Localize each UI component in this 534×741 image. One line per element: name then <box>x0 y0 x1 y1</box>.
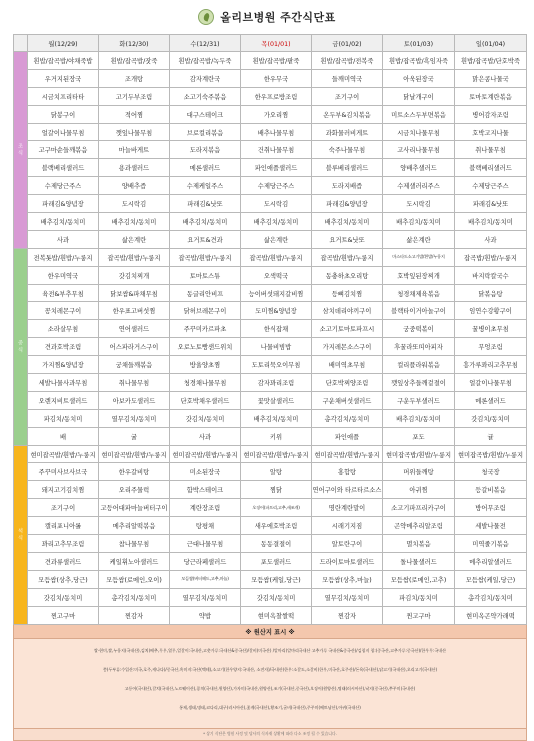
menu-cell: 취나물무침 <box>455 141 527 159</box>
menu-cell: 닭볶음탕 <box>455 284 527 302</box>
menu-cell: 닭허브레몬구이 <box>170 302 241 320</box>
menu-cell: 동글리안비프 <box>170 284 241 302</box>
menu-cell: 닭봉구이 <box>28 105 99 123</box>
day-header: 토(01/03) <box>383 35 455 52</box>
menu-cell: 파래김&낫또 <box>170 195 241 213</box>
header <box>0 0 534 34</box>
menu-cell: 돼지고기김치찜 <box>28 481 99 499</box>
menu-row <box>14 141 527 159</box>
menu-cell: 한우무국 <box>241 69 312 87</box>
menu-cell: 파래김&낫또 <box>455 195 527 213</box>
menu-cell: 주꾸미사브사브국 <box>28 463 99 481</box>
menu-cell: 아보카도샐러드 <box>99 391 170 409</box>
menu-cell: 사과 <box>455 230 527 248</box>
menu-cell: 블랙베리샐러드 <box>28 159 99 177</box>
menu-cell: 배 <box>28 427 99 445</box>
menu-cell: 방어무조림 <box>455 499 527 517</box>
menu-cell: 등뼈김치찜 <box>312 284 383 302</box>
menu-cell: 들깨미역국 <box>312 69 383 87</box>
menu-cell: 전복톳밥/흰밥/누룽지 <box>28 248 99 266</box>
menu-cell: 사과 <box>170 427 241 445</box>
menu-cell: 배추김치/동치미 <box>383 409 455 427</box>
menu-cell: 주꾸미카르파초 <box>170 320 241 338</box>
menu-cell: 한식잡채 <box>241 320 312 338</box>
menu-cell: 연어구이와 타르타르소스 <box>312 481 383 499</box>
menu-row <box>14 284 527 302</box>
menu-cell: 메론샐러드 <box>170 159 241 177</box>
menu-row <box>14 230 527 248</box>
menu-cell: 방울양초찜 <box>170 356 241 374</box>
menu-row <box>14 570 527 588</box>
menu-cell: 총각김치/동치미 <box>455 588 527 606</box>
menu-cell: 궁채들깨볶음 <box>99 356 170 374</box>
menu-cell: 닭날개구이 <box>383 87 455 105</box>
menu-cell: 모듬쌈(케일,당근) <box>455 570 527 588</box>
menu-cell: 오로노토빵샌드위치 <box>170 338 241 356</box>
menu-cell: 키위 <box>241 427 312 445</box>
menu-cell: 배추김치/동치미 <box>99 213 170 231</box>
origin-heading: ※ 원산지 표시 ※ <box>14 624 527 638</box>
menu-cell: 견과류샐러드 <box>28 552 99 570</box>
menu-cell: 고사리나물무침 <box>383 141 455 159</box>
menu-cell: 미소된장국 <box>170 463 241 481</box>
menu-body <box>14 52 527 625</box>
menu-cell: 현미잡곡밥/흰밥/누룽지 <box>170 445 241 463</box>
menu-cell: 잡곡밥/흰밥/누룽지 <box>312 248 383 266</box>
menu-cell: 마스타드소고기밥/흰밥/누룽지 <box>383 248 455 266</box>
menu-cell: 한우표고버섯찜 <box>99 302 170 320</box>
menu-cell: 시금치나물무침 <box>383 123 455 141</box>
menu-cell: 우거지된장국 <box>28 69 99 87</box>
menu-cell: 갓김치/동치미 <box>170 409 241 427</box>
menu-cell: 멸치볶음 <box>383 535 455 553</box>
page-title: 올리브병원 주간식단표 <box>220 11 336 24</box>
menu-cell: 현미잡곡밥/흰밥/누룽지 <box>241 445 312 463</box>
menu-cell: 견과호박조림 <box>28 338 99 356</box>
menu-cell: 사과 <box>28 230 99 248</box>
menu-cell: 깻잎상추들깨겉절이 <box>383 374 455 392</box>
menu-cell: 꽈리고추무조림 <box>28 535 99 553</box>
menu-cell: 수제당근주스 <box>28 177 99 195</box>
menu-row <box>14 338 527 356</box>
menu-cell: 호박고지나물 <box>455 123 527 141</box>
menu-row <box>14 606 527 624</box>
menu-cell: 건취나물무침 <box>241 141 312 159</box>
menu-row <box>14 445 527 463</box>
menu-cell: 청국장 <box>455 463 527 481</box>
menu-cell: 육전&부추무침 <box>28 284 99 302</box>
menu-cell: 배추김치/동치미 <box>241 213 312 231</box>
menu-cell: 도라지배즙 <box>312 177 383 195</box>
menu-cell: 고구마순들깨볶음 <box>28 141 99 159</box>
menu-row <box>14 499 527 517</box>
menu-cell: 한우프로방조림 <box>241 87 312 105</box>
menu-cell: 연어샐러드 <box>99 320 170 338</box>
menu-cell: 메추리알떡볶음 <box>99 517 170 535</box>
day-header: 월(12/29) <box>28 35 99 52</box>
menu-cell: 블랙타이거아놀구이 <box>383 302 455 320</box>
menu-cell: 잡곡밥/흰밥/누룽지 <box>99 248 170 266</box>
menu-cell: 수제케일주스 <box>170 177 241 195</box>
menu-cell: 온두부&김치볶음 <box>312 105 383 123</box>
menu-cell: 함박스테이크 <box>170 481 241 499</box>
menu-cell: 가지찜&양념장 <box>28 356 99 374</box>
menu-cell: 대구스테이크 <box>170 105 241 123</box>
menu-cell: 아귀찜 <box>383 481 455 499</box>
day-header-row <box>14 35 527 52</box>
menu-cell: 흰밥/잡곡밥/야채죽밥 <box>28 52 99 70</box>
menu-cell: 고등어대파마늘버터구이 <box>99 499 170 517</box>
menu-cell: 한우미역국 <box>28 266 99 284</box>
menu-row <box>14 320 527 338</box>
menu-cell: 요거트&견과 <box>170 230 241 248</box>
menu-cell: 조개탕 <box>99 69 170 87</box>
menu-cell: 세발나물사과무침 <box>28 374 99 392</box>
menu-cell: 능이버섯돼지갈비찜 <box>241 284 312 302</box>
menu-cell: 캘리포니아롤 <box>28 517 99 535</box>
menu-row <box>14 248 527 266</box>
menu-cell: 소고기숙주볶음 <box>170 87 241 105</box>
meal-label: 중식 <box>14 248 28 445</box>
menu-cell: 단호박채우샐러드 <box>170 391 241 409</box>
menu-cell: 홍합탕 <box>312 463 383 481</box>
menu-cell: 도미찜&양념장 <box>241 302 312 320</box>
menu-row <box>14 123 527 141</box>
menu-cell: 삶은계란 <box>383 230 455 248</box>
menu-cell: 블랙베리샐러드 <box>455 159 527 177</box>
menu-cell: 조기구이 <box>312 87 383 105</box>
menu-cell: 파인애플 <box>312 427 383 445</box>
menu-cell: 현미잡곡밥/흰밥/누룽지 <box>99 445 170 463</box>
menu-cell: 브로컬리볶음 <box>170 123 241 141</box>
menu-row <box>14 535 527 553</box>
day-header: 금(01/02) <box>312 35 383 52</box>
menu-cell: 도시락김 <box>383 195 455 213</box>
menu-cell: 토마토계란볶음 <box>455 87 527 105</box>
menu-row <box>14 552 527 570</box>
menu-cell: 도토리묵오이무침 <box>241 356 312 374</box>
menu-cell: 알토란구이 <box>312 535 383 553</box>
menu-cell: 바지락칼국수 <box>455 266 527 284</box>
menu-cell: 새우에호박조림 <box>241 517 312 535</box>
menu-cell: 모듬쌈(로메인,고추) <box>383 570 455 588</box>
footer-note: * 상기 식단은 병원 사정 및 당사의 식자재 상황에 따라 다소 조정 될 수 있습니다. <box>14 728 527 740</box>
origin-line: 쌀·현미,쌀,누룽지(국내산),김치(배추,무우,열무,얼갈이:국내산,고춧가루:국내산&중국산)/갈비(미국산) /알마리(알마리국내산 고추가루 국내산&중국산)/김칭지 칭:(중국산,고추가루:중국산)/한우무:국내산 <box>94 647 446 653</box>
menu-cell: 양배추즙 <box>99 177 170 195</box>
menu-cell: 귤 <box>99 427 170 445</box>
menu-cell: 메론샐러드 <box>455 391 527 409</box>
menu-cell: 돌나물샐러드 <box>383 552 455 570</box>
menu-cell: 요거트&낫또 <box>312 230 383 248</box>
menu-cell: 숙주나물무침 <box>312 141 383 159</box>
menu-cell: 흰밥/잡곡밥/팥죽 <box>241 52 312 70</box>
menu-cell: 미역줄기볶음 <box>455 535 527 553</box>
menu-cell: 미트소스두부면볶음 <box>383 105 455 123</box>
menu-row <box>14 588 527 606</box>
menu-cell: 소고기파프리카구이 <box>383 499 455 517</box>
menu-row <box>14 69 527 87</box>
menu-cell: 흰밥/잡곡밥/전복죽 <box>312 52 383 70</box>
menu-cell: 잡곡밥/흰밥/누룽지 <box>170 248 241 266</box>
menu-cell: 임연수강황구이 <box>455 302 527 320</box>
menu-cell: 약밥 <box>170 606 241 624</box>
menu-cell: 적어찜 <box>99 105 170 123</box>
menu-cell: 곤약메추리알조림 <box>383 517 455 535</box>
menu-cell: 호박잎된장찌개 <box>383 266 455 284</box>
menu-cell: 흰밥/잡곡밥/단호박죽 <box>455 52 527 70</box>
menu-cell: 갓김치/동치미 <box>455 409 527 427</box>
menu-cell: 맑은콩나물국 <box>455 69 527 87</box>
menu-cell: 갓김치/동치미 <box>28 588 99 606</box>
menu-cell: 감자꽈리조림 <box>241 374 312 392</box>
menu-cell: 어스파라거스구이 <box>99 338 170 356</box>
menu-row <box>14 517 527 535</box>
menu-cell: 열무김치/동치미 <box>99 409 170 427</box>
menu-cell: 명란계란말이 <box>312 499 383 517</box>
menu-cell: 모듬쌈(상추,당근) <box>28 570 99 588</box>
menu-cell: 흥가루꽈리고추무침 <box>455 356 527 374</box>
menu-cell: 한우갈비탕 <box>99 463 170 481</box>
menu-cell: 감자계란국 <box>170 69 241 87</box>
menu-row <box>14 356 527 374</box>
menu-cell: 귤 <box>455 427 527 445</box>
menu-cell: 포도 <box>383 427 455 445</box>
origin-line: 통제,생태,명태,코다리,대구(러시아산),꽃게(국내산),황조기,굴비(국내산),주꾸미(베트남산),아귀(국내산) <box>179 704 361 710</box>
menu-cell: 수제당근주스 <box>455 177 527 195</box>
menu-cell: 흰밥/잡곡밥/흑임자죽 <box>383 52 455 70</box>
menu-cell: 꽁치레몬구이 <box>28 302 99 320</box>
menu-cell: 모듬쌈(버터헤드,고추,마늘) <box>170 570 241 588</box>
menu-cell: 깻잎나물무침 <box>99 123 170 141</box>
menu-cell: 파김치/동치미 <box>28 409 99 427</box>
menu-cell: 꽃맛살샐러드 <box>241 391 312 409</box>
origin-line: 쫑(두부류:수입산:미국,호주,캐나다)/중국산,흑미지:국산(맥테),소고기(한우양지:국내산, 소전자)/국내산(한우:소갈도,소갈비(한우,미국산,호주산)/돈육(국내산),닭고기(국내산),오리고기(국내산) <box>102 666 438 672</box>
menu-cell: 소고기토마토파프시 <box>312 320 383 338</box>
menu-cell: 탕평채 <box>170 517 241 535</box>
menu-cell: 배추김치/동치미 <box>28 213 99 231</box>
menu-cell: 구운두부샐러드 <box>383 391 455 409</box>
meal-label: 석식 <box>14 445 28 624</box>
menu-cell: 찐고구마 <box>383 606 455 624</box>
menu-cell: 나물비빔밥 <box>241 338 312 356</box>
menu-cell: 찜닭 <box>241 481 312 499</box>
menu-cell: 컬리플라워볶음 <box>383 356 455 374</box>
weekly-menu-table <box>13 34 527 741</box>
menu-cell: 삼치데리야끼구이 <box>312 302 383 320</box>
menu-cell: 수제당근주스 <box>241 177 312 195</box>
menu-cell: 아욱된장국 <box>383 69 455 87</box>
menu-cell: 블루베리샐러드 <box>312 159 383 177</box>
menu-cell: 파김치/동치미 <box>383 588 455 606</box>
menu-cell: 꿀병이초무침 <box>455 320 527 338</box>
menu-cell: 동충하초오리탕 <box>312 266 383 284</box>
menu-cell: 오색떡국 <box>241 266 312 284</box>
menu-row <box>14 266 527 284</box>
menu-cell: 조기구이 <box>28 499 99 517</box>
menu-cell: 구운채버섯샐러드 <box>312 391 383 409</box>
menu-cell: 갓김치/동치미 <box>241 588 312 606</box>
menu-cell: 현미잡곡밥/흰밥/누룽지 <box>28 445 99 463</box>
menu-cell: 수제샐러리주스 <box>383 177 455 195</box>
menu-cell: 도시락김 <box>241 195 312 213</box>
menu-cell: 오리주물럭 <box>99 481 170 499</box>
menu-cell: 모듬쌈(케일,당근) <box>241 570 312 588</box>
meal-label: 조식 <box>14 52 28 249</box>
menu-cell: 얼갈이나물무침 <box>455 374 527 392</box>
menu-row <box>14 409 527 427</box>
menu-cell: 근대나물무침 <box>170 535 241 553</box>
menu-cell: 파래김&양념장 <box>312 195 383 213</box>
menu-cell: 얼갈이나물무침 <box>28 123 99 141</box>
menu-cell: 무엉조림 <box>455 338 527 356</box>
menu-cell: 파인애플샐러드 <box>241 159 312 177</box>
menu-cell: 모듬쌈(상추,마늘) <box>312 570 383 588</box>
menu-cell: 열무김치/동치미 <box>170 588 241 606</box>
menu-cell: 고기두부조림 <box>99 87 170 105</box>
menu-cell: 오징어(파프리,고추,새조개) <box>241 499 312 517</box>
menu-cell: 드라이토마토샐러드 <box>312 552 383 570</box>
menu-cell: 갓김치찌개 <box>99 266 170 284</box>
menu-cell: 양배추샐러드 <box>383 159 455 177</box>
menu-cell: 잡곡밥/흰밥/누룽지 <box>241 248 312 266</box>
origin-line: 고등어(국내산),갈치(국내산,노르웨이산),꽁치(국내산,원양산),가자미(국내산,원양산),조기(국내산,중국산),오징어(원양산),명태(러시아산),낙지(중국산),쭈꾸미(국내산) <box>124 685 416 691</box>
menu-cell: 병어감자조림 <box>455 105 527 123</box>
menu-cell: 후꿀라또띠아피자 <box>383 338 455 356</box>
menu-cell: 토마토스튜 <box>170 266 241 284</box>
menu-cell: 배미역초무침 <box>312 356 383 374</box>
menu-cell: 시래기지짐 <box>312 517 383 535</box>
menu-row <box>14 159 527 177</box>
menu-cell: 현미옥곤약가래떡 <box>455 606 527 624</box>
menu-cell: 궁중떡볶이 <box>383 320 455 338</box>
menu-cell: 닭보쌈&파채무침 <box>99 284 170 302</box>
menu-cell: 찐감자 <box>99 606 170 624</box>
menu-cell: 세발나물전 <box>455 517 527 535</box>
menu-cell: 배추김치/동치미 <box>383 213 455 231</box>
menu-row <box>14 302 527 320</box>
menu-cell: 현미잡곡밥/흰밥/누룽지 <box>383 445 455 463</box>
menu-cell: 머위들깨탕 <box>383 463 455 481</box>
menu-row <box>14 463 527 481</box>
menu-row <box>14 427 527 445</box>
menu-cell: 마늘바게트 <box>99 141 170 159</box>
menu-cell: 현미잡곡밥/흰밥/누룽지 <box>455 445 527 463</box>
menu-cell: 소라살무침 <box>28 320 99 338</box>
menu-cell: 단호박찌양조림 <box>312 374 383 392</box>
menu-row <box>14 481 527 499</box>
menu-cell: 시금치프리타타 <box>28 87 99 105</box>
menu-cell: 도라지볶음 <box>170 141 241 159</box>
menu-row <box>14 87 527 105</box>
menu-cell: 참나물무침 <box>99 535 170 553</box>
menu-cell: 찐감자 <box>312 606 383 624</box>
menu-cell: 오렌지비트샐러드 <box>28 391 99 409</box>
menu-row <box>14 213 527 231</box>
menu-row <box>14 195 527 213</box>
menu-cell: 총각김치/동치미 <box>312 409 383 427</box>
menu-cell: 포도샐러드 <box>241 552 312 570</box>
menu-cell: 현미옥찰쌀떡 <box>241 606 312 624</box>
menu-cell: 총각김치/동치미 <box>99 588 170 606</box>
menu-cell: 배추김치/동치미 <box>241 409 312 427</box>
menu-cell: 취나물무침 <box>99 374 170 392</box>
menu-cell: 과화물러비게트 <box>312 123 383 141</box>
corner-cell <box>14 35 28 52</box>
day-header: 수(12/31) <box>170 35 241 52</box>
menu-cell: 당근라페샐러드 <box>170 552 241 570</box>
menu-row <box>14 177 527 195</box>
menu-row <box>14 105 527 123</box>
origin-text <box>14 638 527 728</box>
menu-cell: 케일휘노아샐러드 <box>99 552 170 570</box>
menu-cell: 알탕 <box>241 463 312 481</box>
menu-cell: 도시락김 <box>99 195 170 213</box>
menu-cell: 열무김치/동치미 <box>312 588 383 606</box>
menu-cell: 메추리알샐러드 <box>455 552 527 570</box>
day-header: 화(12/30) <box>99 35 170 52</box>
menu-cell: 동동결절이 <box>241 535 312 553</box>
menu-cell: 가오리찜 <box>241 105 312 123</box>
menu-cell: 가지레몬소스구이 <box>312 338 383 356</box>
menu-row <box>14 52 527 70</box>
menu-table-wrap <box>13 34 526 741</box>
menu-cell: 현미잡곡밥/흰밥/누룽지 <box>312 445 383 463</box>
menu-cell: 용과샐러드 <box>99 159 170 177</box>
day-header: 일(01/04) <box>455 35 527 52</box>
menu-row <box>14 391 527 409</box>
menu-cell: 모듬쌈(로메인,오이) <box>99 570 170 588</box>
menu-row <box>14 374 527 392</box>
menu-cell: 흰밥/잡곡밥/녹두죽 <box>170 52 241 70</box>
menu-cell: 등갈비볶음 <box>455 481 527 499</box>
menu-cell: 배추나물무침 <box>241 123 312 141</box>
menu-cell: 배추김치/동치미 <box>312 213 383 231</box>
menu-cell: 흰밥/잡곡밥/잣죽 <box>99 52 170 70</box>
menu-cell: 청경채나물무침 <box>170 374 241 392</box>
menu-cell: 배추김치/동치미 <box>455 213 527 231</box>
menu-cell: 찐고구마 <box>28 606 99 624</box>
menu-cell: 삶은계란 <box>99 230 170 248</box>
menu-cell: 잡곡밥/흰밥/누룽지 <box>455 248 527 266</box>
day-header-holiday: 목(01/01) <box>241 35 312 52</box>
menu-cell: 배추김치/동치미 <box>170 213 241 231</box>
menu-cell: 삶은계란 <box>241 230 312 248</box>
origin-section <box>14 624 527 740</box>
menu-cell: 파래김&양념장 <box>28 195 99 213</box>
hospital-logo-icon <box>198 9 214 25</box>
menu-cell: 계란장조림 <box>170 499 241 517</box>
menu-cell: 청경채제육볶음 <box>383 284 455 302</box>
